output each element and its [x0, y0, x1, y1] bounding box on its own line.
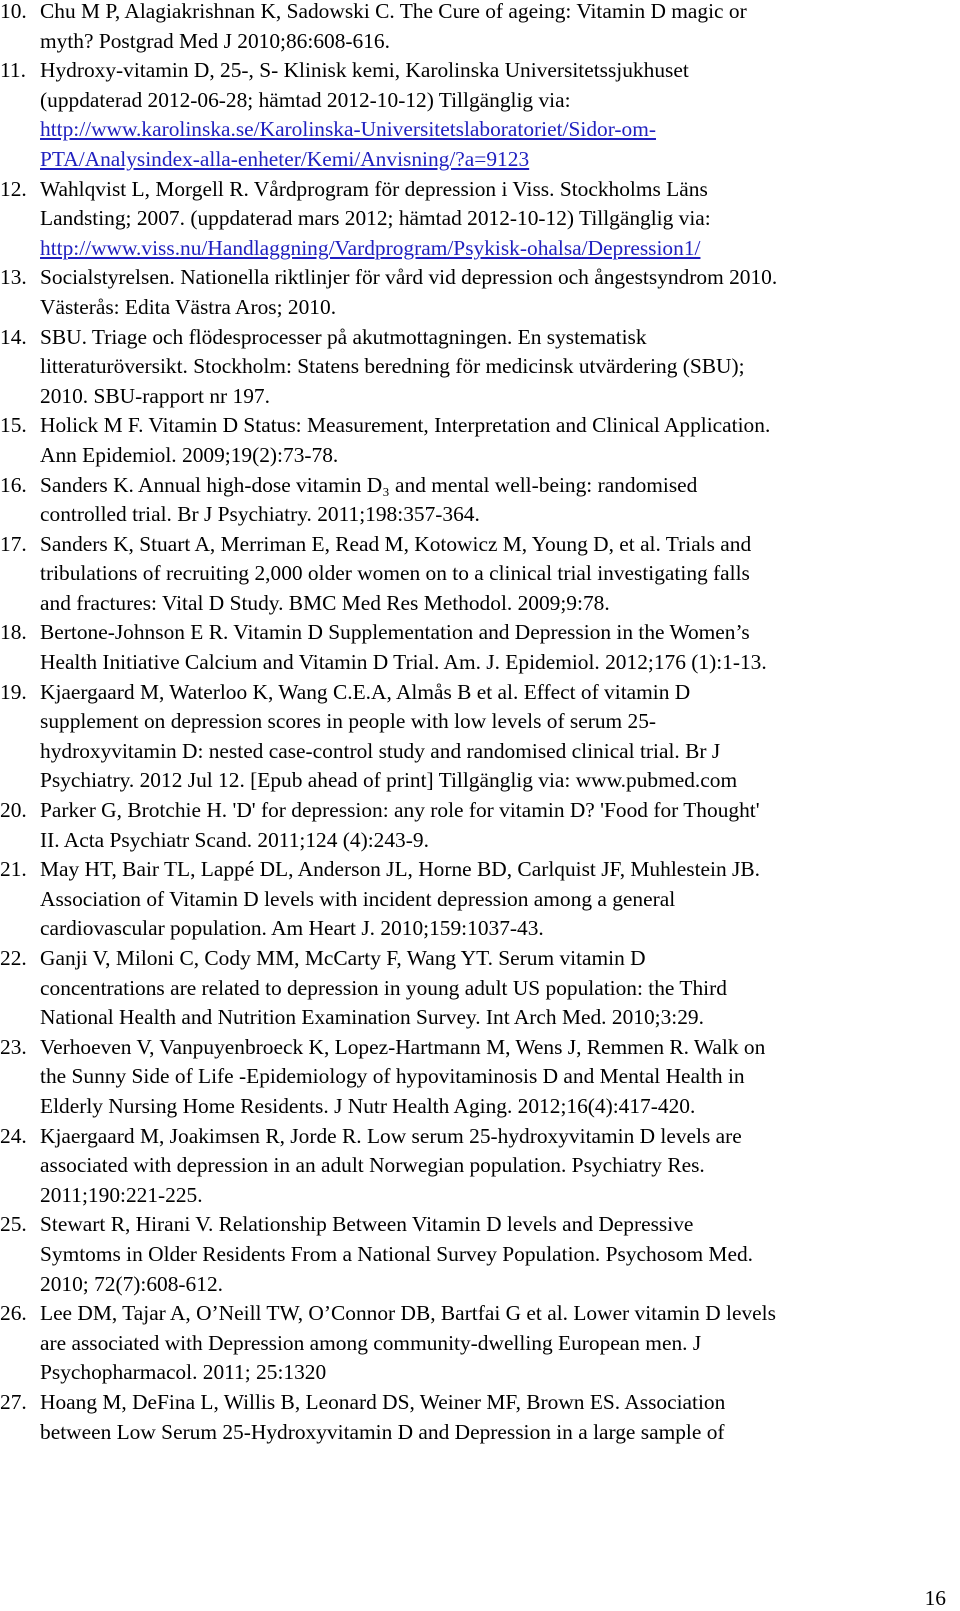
reference-number: 13.: [0, 265, 27, 290]
reference-number: 20.: [0, 798, 27, 823]
reference-text-line: 2011;190:221-225.: [40, 1182, 203, 1207]
reference-number: 15.: [0, 413, 27, 438]
reference-text-line: and fractures: Vital D Study. BMC Med Res Methodol. 2009;9:78.: [40, 590, 610, 615]
reference-number: 12.: [0, 176, 27, 201]
reference-text-line: Stewart R, Hirani V. Relationship Between Vitamin D levels and Depressive: [40, 1212, 694, 1237]
reference-item: [0, 1388, 956, 1447]
reference-item: [0, 56, 956, 174]
reference-number: 27.: [0, 1389, 27, 1414]
reference-text-line: Psychopharmacol. 2011; 25:1320: [40, 1360, 327, 1385]
reference-item: [0, 1122, 956, 1211]
reference-text-line: (uppdaterad 2012-06-28; hämtad 2012-10-12) Tillgänglig via:: [40, 87, 571, 112]
reference-text-line: are associated with Depression among community-dwelling European men. J: [40, 1330, 702, 1355]
reference-text-line: cardiovascular population. Am Heart J. 2010;159:1037-43.: [40, 916, 544, 941]
reference-text-line: concentrations are related to depression in young adult US population: the Third: [40, 975, 727, 1000]
reference-text-line: supplement on depression scores in people with low levels of serum 25-: [40, 709, 657, 734]
reference-text-line: SBU. Triage och flödesprocesser på akutmottagningen. En systematisk: [40, 324, 647, 349]
reference-text-line: Landsting; 2007. (uppdaterad mars 2012; hämtad 2012-10-12) Tillgänglig via:: [40, 206, 711, 231]
reference-text-line: National Health and Nutrition Examination Survey. Int Arch Med. 2010;3:29.: [40, 1005, 704, 1030]
reference-text-line: Health Initiative Calcium and Vitamin D Trial. Am. J. Epidemiol. 2012;176 (1):1-13.: [40, 650, 767, 675]
reference-number: 16.: [0, 472, 27, 497]
reference-number: 23.: [0, 1034, 27, 1059]
reference-text-line: myth? Postgrad Med J 2010;86:608-616.: [40, 28, 390, 53]
reference-text-line: hydroxyvitamin D: nested case-control study and randomised clinical trial. Br J: [40, 738, 721, 763]
reference-text-line: controlled trial. Br J Psychiatry. 2011;198:357-364.: [40, 502, 480, 527]
reference-item: [0, 263, 956, 322]
reference-text-line: Västerås: Edita Västra Aros; 2010.: [40, 294, 337, 319]
reference-link[interactable]: http://www.karolinska.se/Karolinska-Universitetslaboratoriet/Sidor-om-: [40, 117, 657, 142]
reference-text-line: Sanders K. Annual high-dose vitamin D₃ and mental well-being: randomised: [40, 472, 698, 497]
reference-text-line: Hoang M, DeFina L, Willis B, Leonard DS, Weiner MF, Brown ES. Association: [40, 1389, 726, 1414]
reference-number: 21.: [0, 857, 27, 882]
reference-number: 14.: [0, 324, 27, 349]
reference-text-line: Association of Vitamin D levels with incident depression among a general: [40, 886, 676, 911]
reference-text-line: 2010. SBU-rapport nr 197.: [40, 383, 270, 408]
reference-text-line: Socialstyrelsen. Nationella riktlinjer för vård vid depression och ångestsyndrom 2010.: [40, 265, 778, 290]
reference-text-line: Hydroxy-vitamin D, 25-, S- Klinisk kemi, Karolinska Universitetssjukhuset: [40, 58, 689, 83]
reference-text-line: tribulations of recruiting 2,000 older women on to a clinical trial investigating falls: [40, 561, 750, 586]
reference-link[interactable]: PTA/Analysindex-alla-enheter/Kemi/Anvisning/?a=9123: [40, 146, 530, 171]
reference-text-line: the Sunny Side of Life -Epidemiology of hypovitaminosis D and Mental Health in: [40, 1064, 745, 1089]
reference-link[interactable]: http://www.viss.nu/Handlaggning/Vardprogram/Psykisk-ohalsa/Depression1/: [40, 235, 701, 260]
reference-text-line: Wahlqvist L, Morgell R. Vårdprogram för depression i Viss. Stockholms Läns: [40, 176, 708, 201]
reference-text-line: Ann Epidemiol. 2009;19(2):73-78.: [40, 442, 339, 467]
reference-text-line: Parker G, Brotchie H. 'D' for depression: any role for vitamin D? 'Food for Thought': [40, 798, 760, 823]
reference-number: 24.: [0, 1123, 27, 1148]
reference-text-line: Bertone-Johnson E R. Vitamin D Supplementation and Depression in the Women’s: [40, 620, 750, 645]
page-number: 16: [924, 1586, 946, 1610]
reference-text-line: Kjaergaard M, Joakimsen R, Jorde R. Low serum 25-hydroxyvitamin D levels are: [40, 1123, 742, 1148]
reference-item: [0, 471, 956, 530]
reference-text-line: litteraturöversikt. Stockholm: Statens beredning för medicinsk utvärdering (SBU);: [40, 354, 745, 379]
reference-text-line: 2010; 72(7):608-612.: [40, 1271, 223, 1296]
reference-item: [0, 796, 956, 855]
reference-text-line: Symtoms in Older Residents From a National Survey Population. Psychosom Med.: [40, 1241, 753, 1266]
reference-text-line: associated with depression in an adult Norwegian population. Psychiatry Res.: [40, 1153, 705, 1178]
reference-text-line: Holick M F. Vitamin D Status: Measurement, Interpretation and Clinical Application.: [40, 413, 771, 438]
reference-number: 17.: [0, 531, 27, 556]
reference-item: [0, 1299, 956, 1388]
reference-item: [0, 1033, 956, 1122]
reference-item: [0, 530, 956, 619]
reference-text-line: II. Acta Psychiatr Scand. 2011;124 (4):243-9.: [40, 827, 429, 852]
reference-item: [0, 0, 956, 56]
reference-text-line: Psychiatry. 2012 Jul 12. [Epub ahead of print] Tillgänglig via: www.pubmed.com: [40, 768, 738, 793]
reference-item: [0, 678, 956, 796]
reference-text-line: Chu M P, Alagiakrishnan K, Sadowski C. The Cure of ageing: Vitamin D magic or: [40, 0, 747, 23]
reference-text-line: Ganji V, Miloni C, Cody MM, McCarty F, Wang YT. Serum vitamin D: [40, 946, 646, 970]
reference-text-line: May HT, Bair TL, Lappé DL, Anderson JL, Horne BD, Carlquist JF, Muhlestein JB.: [40, 857, 760, 882]
reference-item: [0, 1210, 956, 1299]
reference-text-line: Elderly Nursing Home Residents. J Nutr Health Aging. 2012;16(4):417-420.: [40, 1093, 696, 1118]
reference-number: 18.: [0, 620, 27, 645]
reference-item: [0, 175, 956, 264]
reference-number: 19.: [0, 679, 27, 704]
reference-item: [0, 855, 956, 944]
reference-text-line: Verhoeven V, Vanpuyenbroeck K, Lopez-Hartmann M, Wens J, Remmen R. Walk on: [40, 1034, 766, 1059]
reference-number: 26.: [0, 1301, 27, 1326]
reference-number: 11.: [0, 58, 26, 83]
reference-number: 10.: [0, 0, 27, 23]
reference-item: [0, 411, 956, 470]
reference-item: [0, 323, 956, 412]
reference-item: [0, 618, 956, 677]
reference-number: 25.: [0, 1212, 27, 1237]
reference-item: [0, 944, 956, 1033]
reference-text-line: Kjaergaard M, Waterloo K, Wang C.E.A, Almås B et al. Effect of vitamin D: [40, 679, 691, 704]
reference-text-line: between Low Serum 25-Hydroxyvitamin D and Depression in a large sample of: [40, 1419, 725, 1444]
reference-text-line: Lee DM, Tajar A, O’Neill TW, O’Connor DB, Bartfai G et al. Lower vitamin D levels: [40, 1301, 776, 1326]
reference-text-line: Sanders K, Stuart A, Merriman E, Read M, Kotowicz M, Young D, et al. Trials and: [40, 531, 752, 556]
reference-number: 22.: [0, 946, 27, 970]
